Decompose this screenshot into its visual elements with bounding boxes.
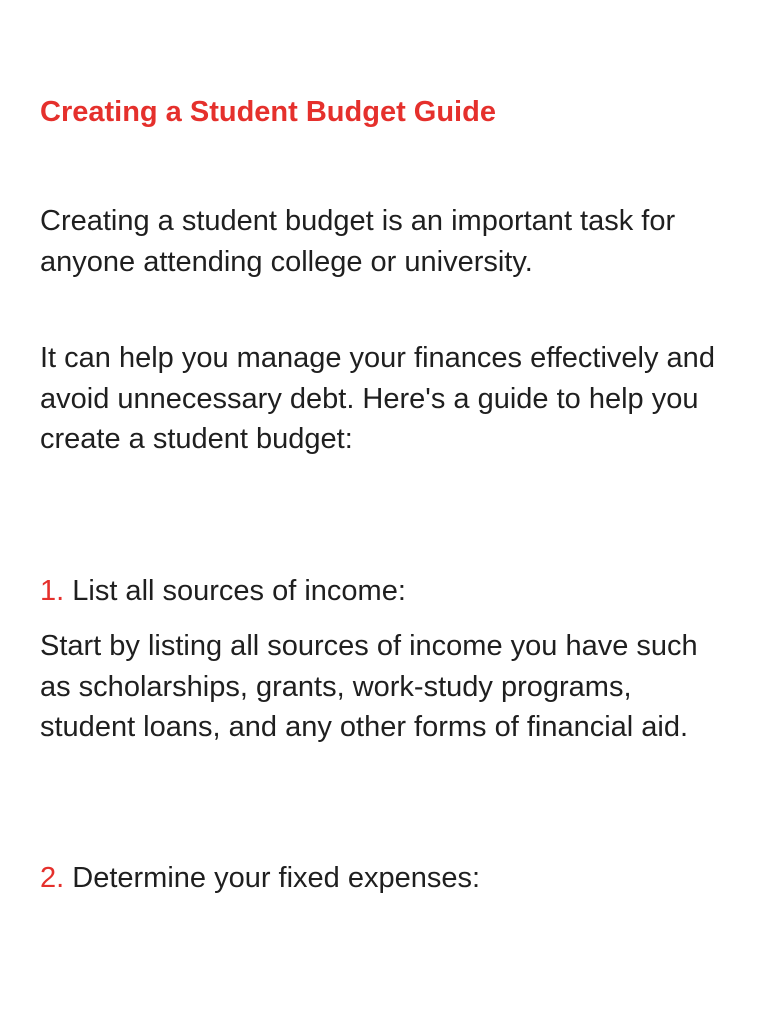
step-2-heading xyxy=(40,858,480,898)
step-1-title: List all sources of income: xyxy=(72,575,406,607)
step-1-body: Start by listing all sources of income you have such as scholarships, grants, work-study programs, student loans, and any other forms of financial aid. xyxy=(40,630,698,743)
step-2-number: 2. xyxy=(40,862,65,894)
step-2-title: Determine your fixed expenses: xyxy=(72,862,481,894)
step-1-number: 1. xyxy=(40,575,65,607)
intro-paragraph-2: It can help you manage your finances effectively and avoid unnecessary debt. Here's a guide to help you create a student budget: xyxy=(40,342,715,455)
step-1-heading xyxy=(40,571,406,611)
intro-paragraph-1: Creating a student budget is an important task for anyone attending college or university. xyxy=(40,205,676,278)
page-title: Creating a Student Budget Guide xyxy=(40,96,496,128)
